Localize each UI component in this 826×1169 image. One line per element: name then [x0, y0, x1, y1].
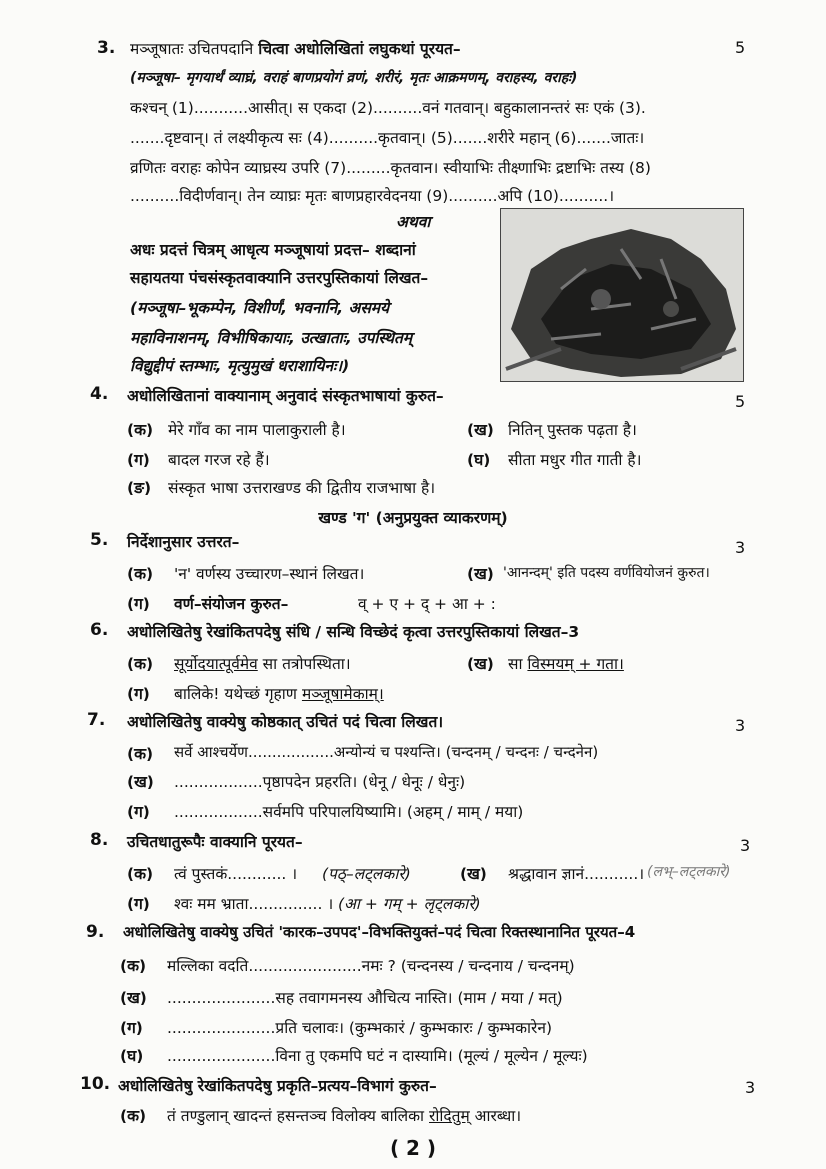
q6-text-ka — [174, 652, 351, 674]
q3-alt-line-5: विद्युद्दीपं स्तम्भाः, मृत्युमुखं धराशायिनः।) — [130, 357, 350, 375]
q6-label-kha: (ख) — [467, 655, 494, 673]
q5-label-kha: (ख) — [467, 565, 494, 583]
q4-item-text: बादल गरज रहे हैं। — [168, 451, 270, 469]
q7-number: 7. — [87, 710, 106, 730]
q5-text-kha: 'आनन्दम्' इति पदस्य वर्णवियोजनं कुरुत। — [503, 565, 710, 581]
q4-item-label: (क) — [127, 421, 154, 439]
q9-item-label: (ख) — [120, 989, 147, 1007]
q10-number: 10. — [80, 1074, 111, 1094]
section-heading: खण्ड 'ग' (अनुप्रयुक्त व्याकरणम्) — [318, 509, 508, 527]
q3-marks: 5 — [735, 38, 746, 57]
q4-item-label: (घ) — [467, 451, 491, 469]
q10-marks: 3 — [745, 1078, 756, 1097]
q5-text-ka: 'न' वर्णस्य उच्चारण–स्थानं लिखत। — [174, 565, 365, 583]
q5-label-ka: (क) — [127, 565, 154, 583]
q6-label-ga: (ग) — [127, 685, 150, 703]
q8-instruction: उचितधातुरूपैः वाक्यानि पूरयत– — [127, 833, 303, 851]
q8-text-ka: त्वं पुस्तकं............ । — [174, 865, 298, 883]
q5-expression: व् + ए + द् + आ + : — [358, 595, 496, 613]
q7-item-text: सर्वे आश्चर्येण..................अन्योन्यं च पश्यन्ति। (चन्दनम् / चन्दनः / चन्दनेन) — [174, 743, 599, 761]
earthquake-rubble-photo — [500, 208, 744, 382]
q6-pre-kha: सा — [508, 655, 528, 673]
q4-instruction: अधोलिखितानां वाक्यानाम् अनुवादं संस्कृतभाषायां कुरुत– — [127, 387, 444, 405]
q8-hint-ka: (पठ्–लट्लकारे) — [322, 865, 411, 883]
q7-instruction: अधोलिखितेषु वाक्येषु कोष्ठकात् उचितं पदं चित्वा लिखत। — [127, 713, 444, 731]
q10-text-ka — [167, 1104, 521, 1126]
q8-text-ga: श्वः मम भ्राता............... । — [174, 895, 334, 913]
q7-item-text: ..................पृष्ठापदेन प्रहरति। (धेनू / धेनूः / धेनुः) — [174, 773, 466, 791]
q10-pre-ka: तं तण्डुलान् खादन्तं हसन्तञ्च विलोक्य बालिका — [167, 1107, 430, 1125]
q7-marks: 3 — [735, 716, 746, 735]
q4-marks: 5 — [735, 392, 746, 411]
q3-instruction-a: मञ्जूषातः उचितपदानि — [130, 40, 254, 58]
page-number: ( 2 ) — [389, 1136, 437, 1160]
q4-number: 4. — [90, 384, 109, 404]
q9-number: 9. — [86, 922, 105, 942]
q3-alt-line-1: अधः प्रदत्तं चित्रम् आधृत्य मञ्जूषायां प्रदत्त– शब्दानां — [130, 241, 416, 259]
q3-alt-line-2: सहायतया पंचसंस्कृतवाक्यानि उत्तरपुस्तिकायां लिखत– — [130, 269, 429, 287]
q4-item-label: (ख) — [467, 421, 494, 439]
q3-alt-line-4: महाविनाशनम्, विभीषिकायाः, उत्खाताः, उपस्थितम् — [130, 329, 413, 347]
q3-instruction — [130, 37, 461, 59]
q6-number: 6. — [90, 620, 109, 640]
q10-label-ka: (क) — [120, 1107, 147, 1125]
q9-item-text: ......................विना तु एकमपि घटं न दास्यामि। (मूल्यं / मूल्येन / मूल्यः) — [167, 1047, 588, 1065]
q3-alt-line-3: (मञ्जूषा–भूकम्पेन, विशीर्णं, भवनानि, असमये — [130, 299, 390, 317]
q3-line-1: कश्चन् (1)...........आसीत्। स एकदा (2)..........वनं गतवान्। बहुकालानन्तरं सः एकं (3). — [130, 99, 646, 117]
q3-number: 3. — [97, 38, 116, 58]
q5-marks: 3 — [735, 538, 746, 557]
q9-item-text: मल्लिका वदति.......................नमः ? (चन्दनस्य / चन्दनाय / चन्दनम्) — [167, 957, 575, 975]
q6-instruction: अधोलिखितेषु रेखांकितपदेषु संधि / सन्धि विच्छेदं कृत्वा उत्तरपुस्तिकायां लिखत–3 — [127, 623, 580, 641]
q3-line-4: ..........विदीर्णवान्। तेन व्याघ्रः मृतः बाणप्रहारवेदनया (9)..........अपि (10)..........। — [130, 187, 615, 205]
q9-item-label: (ग) — [120, 1019, 143, 1037]
q8-hint-kha: (लभ्–लट्लकारे) — [647, 864, 731, 880]
q9-item-text: ......................सह तवागमनस्य औचित्य नास्ति। (माम / मया / मत्) — [167, 989, 563, 1007]
q7-item-label: (ख) — [127, 773, 154, 791]
q7-item-label: (ग) — [127, 803, 150, 821]
q8-label-ka: (क) — [127, 865, 154, 883]
q8-number: 8. — [90, 830, 109, 850]
q9-instruction: अधोलिखितेषु वाक्येषु उचितं 'कारक–उपपद'–विभक्तियुक्तं–पदं चित्वा रिक्तस्थानानित पूरयत–4 — [123, 923, 636, 941]
q3-instruction-b: चित्वा अधोलिखितां लघुकथां पूरयत– — [258, 40, 461, 58]
q5-text-ga: वर्ण–संयोजन कुरुत– — [174, 595, 289, 613]
q9-item-label: (क) — [120, 957, 147, 975]
q7-item-label: (क) — [127, 745, 154, 763]
q4-item-text: मेरे गाँव का नाम पालाकुराली है। — [168, 421, 346, 439]
q6-underlined-kha: विस्मयम् + गता। — [527, 655, 624, 673]
q3-or-label: अथवा — [396, 213, 431, 231]
q3-line-2: .......दृष्टवान्। तं लक्ष्यीकृत्य सः (4)..........कृतवान्। (5).......शरीरे महान् (6).......जातः। — [130, 129, 645, 147]
q8-marks: 3 — [740, 836, 751, 855]
q6-rest-ka: सा तत्रोपस्थिता। — [257, 655, 351, 673]
q8-label-ga: (ग) — [127, 895, 150, 913]
q6-text-ga — [174, 682, 384, 704]
q6-underlined-ga: मञ्जूषामेकाम्। — [301, 685, 384, 703]
q6-label-ka: (क) — [127, 655, 154, 673]
rubble-image — [501, 209, 743, 381]
q5-number: 5. — [90, 530, 109, 550]
q6-pre-ga: बालिके! यथेच्छं गृहाण — [174, 685, 302, 703]
q9-item-text: ......................प्रति चलावः। (कुम्भकारं / कुम्भकारः / कुम्भकारेन) — [167, 1019, 553, 1037]
q6-underlined-ka: सूर्योदयात्पूर्वमेव — [174, 655, 258, 673]
q5-label-ga: (ग) — [127, 595, 150, 613]
q4-item-label: (ङ) — [127, 479, 152, 497]
q10-instruction: अधोलिखितेषु रेखांकितपदेषु प्रकृति–प्रत्यय–विभागं कुरुत– — [118, 1077, 437, 1095]
q3-word-bank: (मञ्जूषा– मृगयार्थं व्याघ्रं, वराहं बाणप्रयोगं व्रणं, शरीरं, मृतः आक्रमणम्, वराहस्य, वराहः) — [130, 70, 578, 86]
q8-hint-ga: (आ + गम् + लृट्लकारे) — [338, 895, 481, 913]
q8-label-kha: (ख) — [460, 865, 487, 883]
q8-text-kha: श्रद्धावान ज्ञानं...........। — [508, 865, 645, 883]
q3-line-3: व्रणितः वराहः कोपेन व्याघ्रस्य उपरि (7).........कृतवान। स्वीयाभिः तीक्ष्णाभिः द्रष्टाभिः तस्य (8) — [130, 159, 651, 177]
q4-item-text: संस्कृत भाषा उत्तराखण्ड की द्वितीय राजभाषा है। — [168, 479, 436, 497]
q4-item-label: (ग) — [127, 451, 150, 469]
q10-rest-ka: आरब्धा। — [469, 1107, 522, 1125]
q6-text-kha — [508, 652, 624, 674]
q5-instruction: निर्देशानुसार उत्तरत– — [127, 533, 240, 551]
q4-item-text: नितिन् पुस्तक पढ़ता है। — [508, 421, 637, 439]
q10-underlined-ka: रोदितुम् — [429, 1107, 470, 1125]
q7-item-text: ..................सर्वमपि परिपालयिष्यामि। (अहम् / माम् / मया) — [174, 803, 524, 821]
q4-item-text: सीता मधुर गीत गाती है। — [508, 451, 642, 469]
q9-item-label: (घ) — [120, 1047, 144, 1065]
